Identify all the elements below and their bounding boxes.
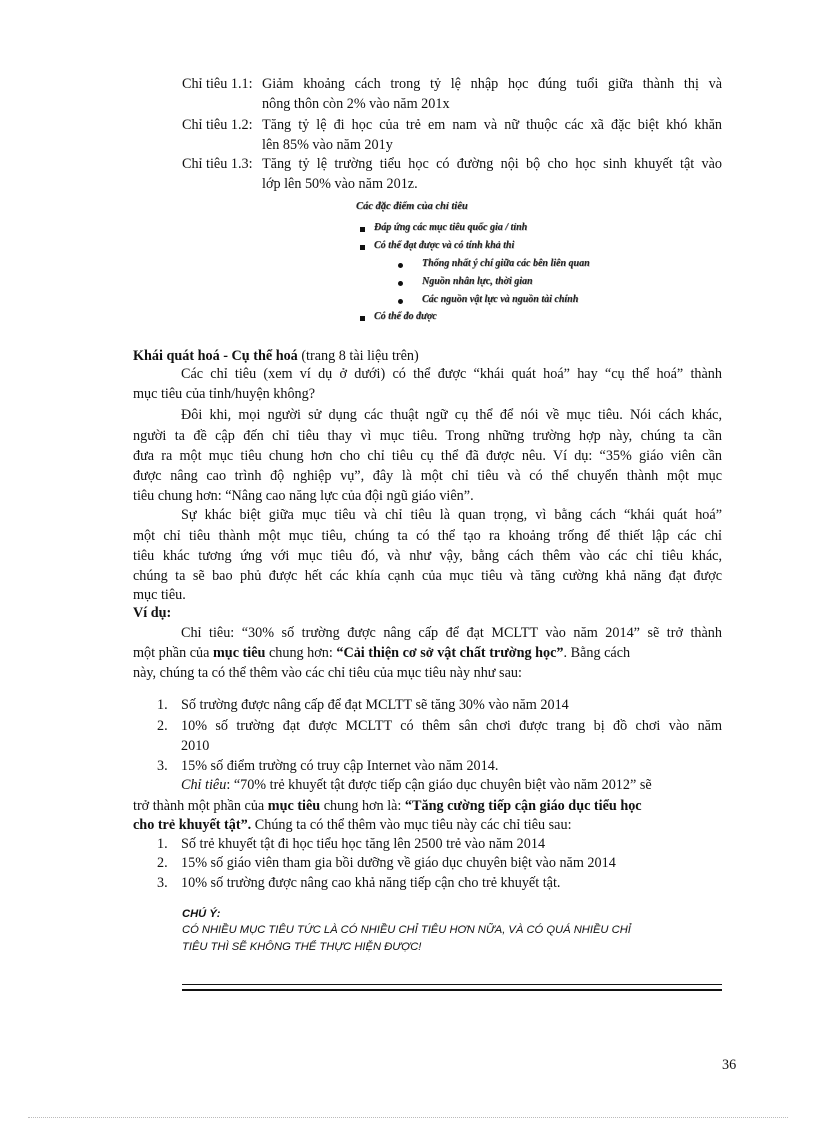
list2-item-1: Số trẻ khuyết tật đi học tiểu học tăng lên 2500 trẻ vào năm 2014 — [181, 836, 546, 852]
section-heading-bold: Khái quát hoá - Cụ thể hoá — [133, 348, 298, 364]
round-bullet-icon — [398, 263, 403, 268]
footer-rule-thin — [182, 984, 722, 985]
para3-line4: chúng ta sẽ bao phủ được hết các khía cạnh của mục tiêu và tăng cường khả năng đạt được — [133, 568, 722, 584]
list1-num-1: 1. — [157, 697, 168, 713]
characteristic-item-1: Đáp ứng các mục tiêu quốc gia / tỉnh — [374, 222, 528, 233]
list1-item-2: 10% số trường đạt được MCLTT có thêm sân chơi được trang bị đồ chơi vào năm — [181, 718, 722, 734]
example2-label: Chỉ tiêu — [181, 777, 227, 793]
list2-num-3: 3. — [157, 875, 168, 891]
target-1-2-label: Chỉ tiêu 1.2: — [182, 117, 253, 133]
target-1-2-line2: lên 85% vào năm 201y — [262, 137, 393, 153]
example1-line2 — [133, 643, 630, 664]
para3-line2: một chỉ tiêu thành một mục tiêu, chúng ta có thể tạo ra khoảng trống để thiết lập các chỉ — [133, 528, 722, 544]
example1-line2-e: . Bằng cách — [563, 645, 631, 661]
round-bullet-icon — [398, 281, 403, 286]
para3-line5: mục tiêu. — [133, 587, 186, 603]
page-edge-divider — [28, 1117, 788, 1118]
list1-num-2: 2. — [157, 718, 168, 734]
characteristics-title: Các đặc điểm của chỉ tiêu — [356, 201, 468, 212]
target-1-1-line2: nông thôn còn 2% vào năm 201x — [262, 96, 450, 112]
example2-line2-c: chung hơn là: — [320, 798, 405, 814]
para2-line4: được nâng cao trình độ nghiệp vụ”, đây là một chỉ tiêu và có thể chuyển thành một mục — [133, 468, 722, 484]
target-1-3-label: Chỉ tiêu 1.3: — [182, 156, 253, 172]
example2-goal-title-end: cho trẻ khuyết tật”. — [133, 817, 252, 833]
section-heading-rest: (trang 8 tài liệu trên) — [297, 348, 419, 364]
characteristic-sub-1: Thống nhất ý chí giữa các bên liên quan — [422, 258, 590, 269]
characteristic-item-3: Có thể đo được — [374, 311, 437, 322]
example1-line3: này, chúng ta có thể thêm vào các chỉ tiêu của mục tiêu này như sau: — [133, 665, 522, 681]
example2-line2 — [133, 796, 642, 817]
list2-item-2: 15% số giáo viên tham gia bồi dưỡng về giáo dục chuyên biệt vào năm 2014 — [181, 855, 616, 871]
characteristic-item-2: Có thể đạt được và có tính khả thi — [374, 240, 515, 251]
square-bullet-icon — [360, 245, 365, 250]
list1-item-3: 15% số điểm trường có truy cập Internet vào năm 2014. — [181, 758, 499, 774]
example1-goal-title: “Cải thiện cơ sở vật chất trường học” — [336, 645, 564, 661]
example1-goal-word: mục tiêu — [212, 645, 266, 661]
example2-goal-word: mục tiêu — [267, 798, 321, 814]
square-bullet-icon — [360, 227, 365, 232]
note-line1: CÓ NHIỀU MỤC TIÊU TỨC LÀ CÓ NHIỀU CHỈ TIÊU HƠN NỮA, VÀ CÓ QUÁ NHIỀU CHỈ — [182, 924, 631, 936]
note-title: CHÚ Ý: — [182, 908, 221, 920]
para2-line5: tiêu chung hơn: “Nâng cao năng lực của đội ngũ giáo viên”. — [133, 488, 474, 504]
list2-num-2: 2. — [157, 855, 168, 871]
para3-line1: Sự khác biệt giữa mục tiêu và chỉ tiêu là quan trọng, vì bằng cách “khái quát hoá” — [181, 507, 722, 523]
target-1-2-line1: Tăng tỷ lệ đi học của trẻ em nam và nữ thuộc các xã đặc biệt khó khăn — [262, 117, 722, 133]
note-line2: TIÊU THÌ SẼ KHÔNG THỂ THỰC HIỆN ĐƯỢC! — [182, 941, 422, 953]
example2-line2-a: trở thành một phần của — [133, 798, 268, 814]
list1-item-1: Số trường được nâng cấp để đạt MCLTT sẽ tăng 30% vào năm 2014 — [181, 697, 569, 713]
characteristic-sub-3: Các nguồn vật lực và nguồn tài chính — [422, 294, 579, 305]
example1-line2-c: chung hơn: — [265, 645, 337, 661]
example2-line3 — [133, 815, 572, 836]
para1-line1: Các chỉ tiêu (xem ví dụ ở dưới) có thể được “khái quát hoá” hay “cụ thể hoá” thành — [181, 366, 722, 382]
target-1-3-line1: Tăng tỷ lệ trường tiểu học có đường nội bộ cho học sinh khuyết tật vào — [262, 156, 722, 172]
example2-line3-rest: Chúng ta có thể thêm vào mục tiêu này các chỉ tiêu sau: — [251, 817, 572, 833]
square-bullet-icon — [360, 316, 365, 321]
example2-line1-rest: : “70% trẻ khuyết tật được tiếp cận giáo dục chuyên biệt vào năm 2012” sẽ — [226, 777, 652, 793]
target-1-1-label: Chỉ tiêu 1.1: — [182, 76, 253, 92]
footer-rule-thick — [182, 989, 722, 991]
para2-line3: đưa ra một mục tiêu chung hơn cho chỉ tiêu cụ thể đã được nêu. Ví dụ: “35% giáo viên cần — [133, 448, 722, 464]
round-bullet-icon — [398, 299, 403, 304]
para3-line3: tiêu khác tương ứng với mục tiêu đó, và như vậy, bằng cách thêm vào các chỉ tiêu khác, — [133, 548, 722, 564]
para2-line1: Đôi khi, mọi người sử dụng các thuật ngữ cụ thể để nói về mục tiêu. Nói cách khác, — [181, 407, 722, 423]
example-label: Ví dụ: — [133, 605, 172, 621]
target-1-3-line2: lớp lên 50% vào năm 201z. — [262, 176, 418, 192]
para1-line2: mục tiêu của tỉnh/huyện không? — [133, 386, 316, 402]
list2-item-3: 10% số trường được nâng cao khả năng tiếp cận cho trẻ khuyết tật. — [181, 875, 561, 891]
para2-line2: người ta đề cập đến chỉ tiêu thay vì mục tiêu. Trong những trường hợp này, chúng ta cần — [133, 428, 722, 444]
list1-item-2-cont: 2010 — [181, 738, 210, 754]
page-number: 36 — [722, 1057, 737, 1073]
example2-line1 — [181, 775, 722, 796]
example1-line1: Chỉ tiêu: “30% số trường được nâng cấp để đạt MCLTT vào năm 2014” sẽ trở thành — [181, 625, 722, 641]
list1-num-3: 3. — [157, 758, 168, 774]
target-1-1-line1: Giảm khoảng cách trong tỷ lệ nhập học đúng tuổi giữa thành thị và — [262, 76, 722, 92]
example1-line2-a: một phần của — [133, 645, 213, 661]
example2-goal-title: “Tăng cường tiếp cận giáo dục tiểu học — [404, 798, 642, 814]
characteristic-sub-2: Nguồn nhân lực, thời gian — [422, 276, 533, 287]
list2-num-1: 1. — [157, 836, 168, 852]
